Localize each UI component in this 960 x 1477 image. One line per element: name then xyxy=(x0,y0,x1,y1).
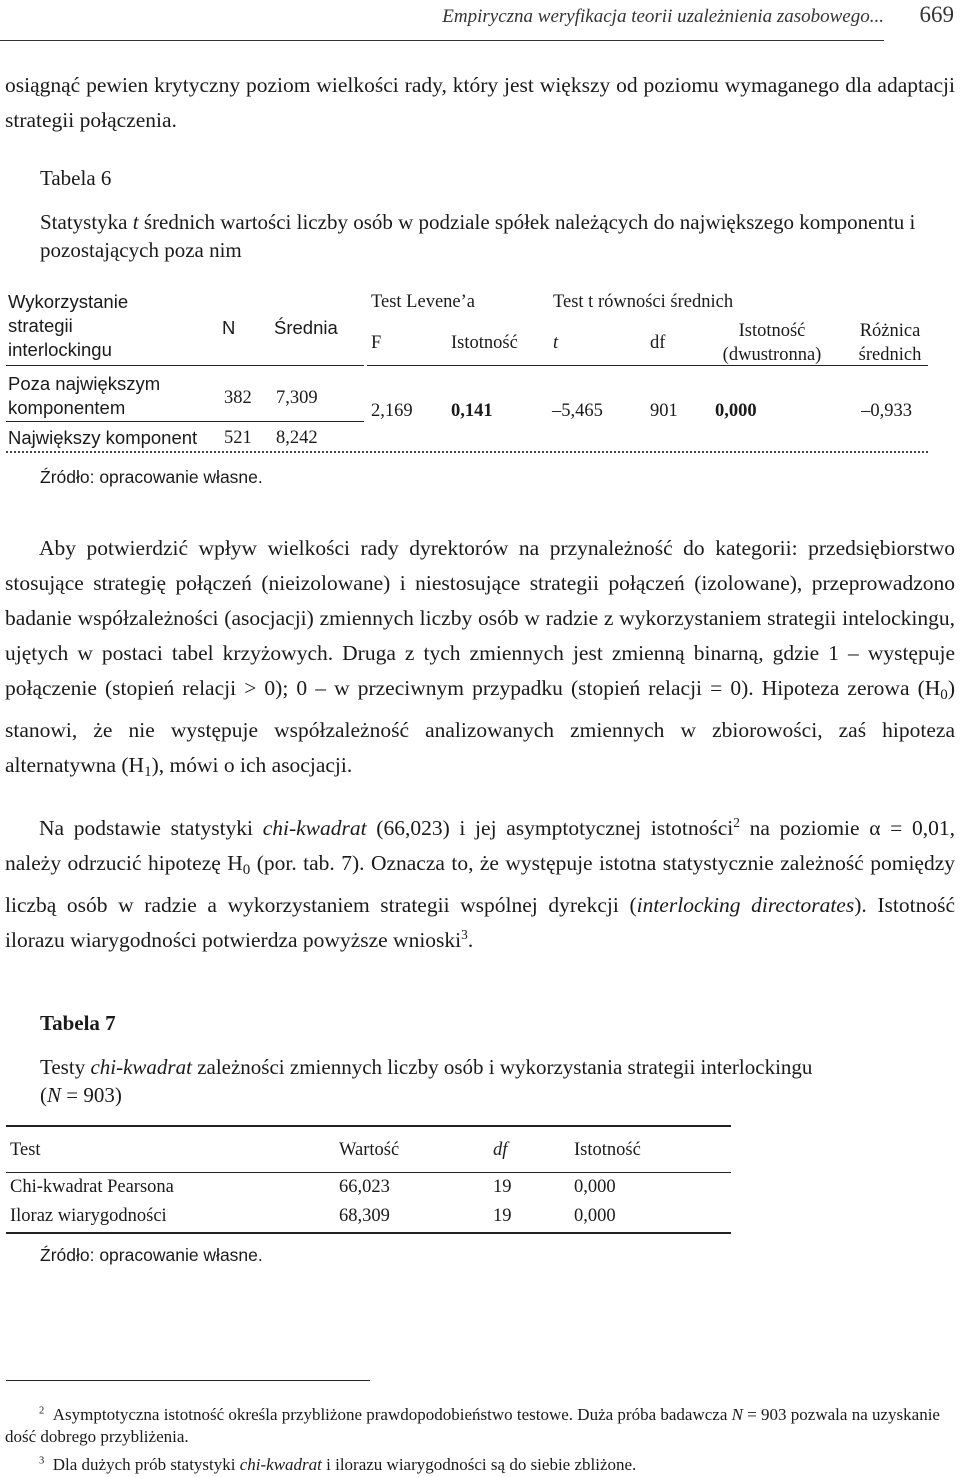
t6-col-t: t xyxy=(553,333,559,353)
intro-paragraph: osiągnąć pewien krytyczny poziom wielkości rady, który jest większy od poziomu wymaganego dla adaptacji strategii połączenia. xyxy=(5,73,955,132)
t6-row2-label: Największy komponent xyxy=(8,427,198,448)
t6-group-levene: Test Levene’a xyxy=(371,292,475,312)
t7-row2-sig: 0,000 xyxy=(574,1206,616,1226)
t6-header-col1: Wykorzystanie strategii interlockingu xyxy=(8,291,129,360)
paragraph-results: Na podstawie statystyki chi-kwadrat (66,023) i jej asymptotycznej istotności$^2$ na poziomie α = 0,01, należy odrzucić hipotezę $H_0$ (por. tab. 7). Oznacza to, że występuje istotna statystycznie zależność pomiędzy liczbą osób w radzie a wykorzystaniem strategii wspólnej dyrekcji (interlocking directorates). Istotność ilorazu wiarygodności potwierdza powyższe wnioski$^3$. xyxy=(5,815,956,952)
page-number: 669 xyxy=(919,2,954,27)
running-header xyxy=(0,0,960,42)
t7-row1-value: 66,023 xyxy=(339,1177,390,1197)
t6-header-mean: Średnia xyxy=(274,317,338,338)
t6-val-t: –5,465 xyxy=(552,401,603,421)
footnote-rule xyxy=(6,1380,370,1381)
t6-val-sig2: 0,000 xyxy=(715,401,757,421)
t6-col-sig2: Istotność (dwustronna) xyxy=(722,321,822,365)
header-rule xyxy=(0,40,884,41)
t7-header-sig: Istotność xyxy=(574,1140,641,1160)
t6-col-f: F xyxy=(371,333,382,353)
t7-row1-test: Chi-kwadrat Pearsona xyxy=(10,1177,174,1197)
t7-row2-test: Iloraz wiarygodności xyxy=(10,1206,167,1226)
t6-header-n: N xyxy=(222,317,236,338)
t6-col-df: df xyxy=(650,333,666,353)
footnote-ref-2: 2 xyxy=(733,815,740,831)
table6-title: Statystyka t średnich wartości liczby osób w podziale spółek należących do największego komponentu i pozostających poza nim xyxy=(40,210,916,262)
t7-header-rule xyxy=(6,1172,731,1173)
t7-top-rule xyxy=(6,1125,731,1127)
t7-header-df: df xyxy=(493,1140,508,1160)
footnote-2: $^2$ Asymptotyczna istotność określa przybliżone prawdopodobieństwo testowe. Duża próba badawcza N = 903 pozwala na uzyskanie dość dobrego przybliżenia. xyxy=(5,1405,940,1446)
footnote-3: $^3$ Dla dużych prób statystyki chi-kwadrat i ilorazu wiarygodności są do siebie zbliżone. xyxy=(39,1455,637,1474)
t6-left-header-rule xyxy=(6,365,364,366)
t7-source: Źródło: opracowanie własne. xyxy=(40,1245,263,1265)
running-title: Empiryczna weryfikacja teorii uzależnienia zasobowego... xyxy=(442,6,884,27)
t6-col-diff: Różnica średnich xyxy=(858,321,922,365)
t6-row1-n: 382 xyxy=(224,388,252,408)
t7-bottom-rule xyxy=(6,1232,731,1234)
t6-row1-mean: 7,309 xyxy=(276,388,318,408)
table7-title: Testy chi-kwadrat zależności zmiennych liczby osób i wykorzystania strategii interlockingu (N = 903) xyxy=(40,1055,813,1107)
t7-row1-sig: 0,000 xyxy=(574,1177,616,1197)
t6-col-sig: Istotność xyxy=(451,333,518,353)
footnote-ref-3: 3 xyxy=(461,926,468,942)
t6-row1-label: Poza największym komponentem xyxy=(8,373,161,418)
t7-header-test: Test xyxy=(10,1140,41,1160)
t6-val-df: 901 xyxy=(650,401,678,421)
t7-header-value: Wartość xyxy=(339,1140,400,1160)
table6-label: Tabela 6 xyxy=(40,166,112,190)
t6-val-diff: –0,933 xyxy=(861,401,912,421)
table7-label: Tabela 7 xyxy=(40,1011,116,1035)
t6-group-ttest: Test t równości średnich xyxy=(553,292,734,312)
t7-row1-df: 19 xyxy=(493,1177,512,1197)
t7-row2-df: 19 xyxy=(493,1206,512,1226)
t6-left-row-rule xyxy=(6,421,364,422)
t6-source: Źródło: opracowanie własne. xyxy=(40,467,263,487)
paragraph-hypothesis: Aby potwierdzić wpływ wielkości rady dyrektorów na przynależność do kategorii: przedsiębiorstwo stosujące strategię połączeń (nieizolowane) i niestosujące strategii połączeń (izolowane), przeprowadzono badanie współzależności (asocjacji) zmiennych liczby osób w radzie z wykorzystaniem strategii intelockingu, ujętych w postaci tabel krzyżowych. Druga z tych zmiennych jest zmienną binarną, gdzie 1 – występuje połączenie (stopień relacji > 0); 0 – w przeciwnym przypadku (stopień relacji = 0). Hipoteza zerowa $(H_0)$ stanowi, że nie występuje współzależność analizowanych zmiennych w zbiorowości, zaś hipoteza alternatywna $(H_1)$, mówi o ich asocjacji. xyxy=(5,536,955,780)
t6-bottom-rule xyxy=(6,451,928,453)
t6-right-header-rule xyxy=(367,365,928,366)
t6-row2-mean: 8,242 xyxy=(276,428,318,448)
t6-val-f: 2,169 xyxy=(371,401,413,421)
t6-val-sig: 0,141 xyxy=(451,401,493,421)
t6-row2-n: 521 xyxy=(224,428,252,448)
t7-row2-value: 68,309 xyxy=(339,1206,390,1226)
